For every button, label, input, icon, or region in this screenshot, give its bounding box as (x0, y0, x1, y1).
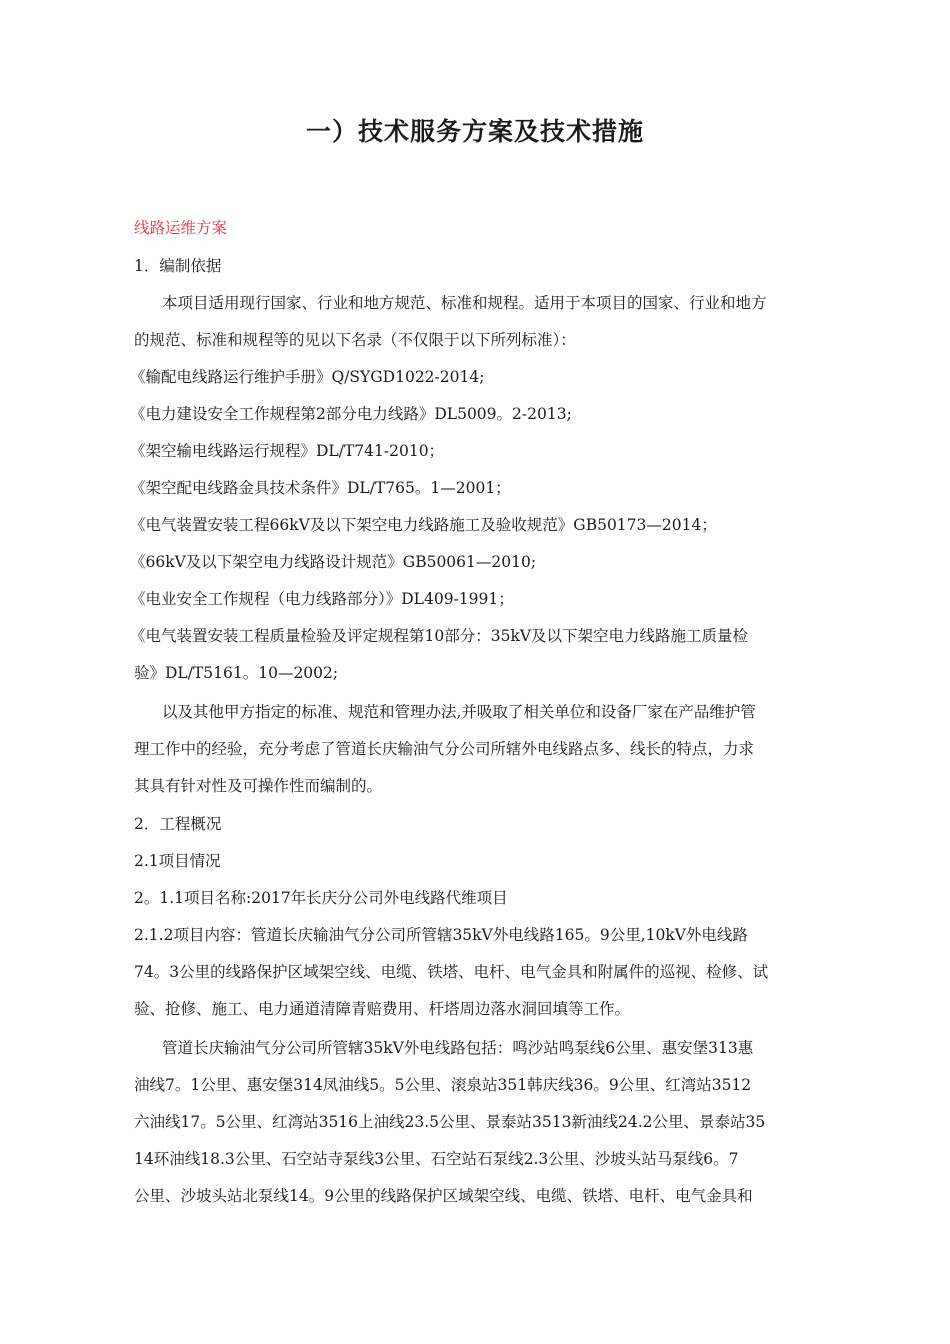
paragraph-line: 74。3公里的线路保护区域架空线、电缆、铁塔、电杆、电气金具和附属件的巡视、检修、试 (134, 963, 769, 981)
section-heading: 线路运维方案 (134, 219, 228, 237)
standard-reference: 《电气装置安装工程66kV及以下架空电力线路施工及验收规范》GB50173—2014； (130, 516, 717, 534)
paragraph-line: 六油线17。5公里、红湾站3516上油线23.5公里、景泰站3513新油线24.2公里、景泰站35 (134, 1113, 766, 1131)
paragraph-line: 管道长庆输油气分公司所管辖35kV外电线路包括：鸣沙站鸣泵线6公里、惠安堡313惠 (162, 1039, 754, 1057)
standard-reference: 验》DL/T5161。10—2002; (134, 664, 339, 682)
paragraph-line: 公里、沙坡头站北泵线14。9公里的线路保护区域架空线、电缆、铁塔、电杆、电气金具和 (134, 1187, 753, 1205)
paragraph-line: 油线7。1公里、惠安堡314凤油线5。5公里、滚泉站351韩庆线36。9公里、红湾站3512 (134, 1076, 752, 1094)
standard-reference: 《架空配电线路金具技术条件》DL/T765。1—2001； (130, 479, 511, 497)
paragraph-line: 以及其他甲方指定的标准、规范和管理办法,并吸取了相关单位和设备厂家在产品维护管 (162, 703, 756, 721)
paragraph-line: 其具有针对性及可操作性而编制的。 (134, 777, 383, 795)
standard-reference: 《电气装置安装工程质量检验及评定规程第10部分：35kV及以下架空电力线路施工质量检 (130, 627, 749, 645)
document-title: 一）技术服务方案及技术措施 (305, 117, 644, 146)
standard-reference: 《输配电线路运行维护手册》Q/SYGD1022-2014; (130, 368, 485, 386)
heading-project-info: 2.1项目情况 (134, 852, 221, 870)
heading-compile-basis: 1．编制依据 (134, 257, 222, 275)
standard-reference: 《架空输电线路运行规程》DL/T741-2010； (130, 442, 445, 460)
paragraph-line: 的规范、标准和规程等的见以下名录（不仅限于以下所列标准）： (134, 331, 576, 349)
paragraph-line: 验、抢修、施工、电力通道清障青赔费用、杆塔周边落水洞回填等工作。 (134, 1000, 631, 1018)
paragraph-line: 本项目适用现行国家、行业和地方规范、标准和规程。适用于本项目的国家、行业和地方 (162, 294, 767, 312)
heading-project-overview: 2．工程概况 (134, 815, 222, 833)
standard-reference: 《66kV及以下架空电力线路设计规范》GB50061—2010; (130, 553, 537, 571)
standard-reference: 《电力建设安全工作规程第2部分电力线路》DL5009。2-2013; (130, 405, 572, 423)
paragraph-line: 理工作中的经验，充分考虑了管道长庆输油气分公司所辖外电线路点多、线长的特点，力求 (134, 740, 755, 758)
paragraph-line: 2.1.2项目内容：管道长庆输油气分公司所管辖35kV外电线路165。9公里,10kV外电线路 (134, 926, 748, 944)
paragraph-line: 14环油线18.3公里、石空站寺泵线3公里、石空站石泵线2.3公里、沙坡头站马泵线6。7 (134, 1150, 739, 1168)
project-name: 2。1.1项目名称:2017年长庆分公司外电线路代维项目 (134, 889, 508, 907)
standard-reference: 《电业安全工作规程（电力线路部分）》DL409-1991； (130, 590, 514, 608)
